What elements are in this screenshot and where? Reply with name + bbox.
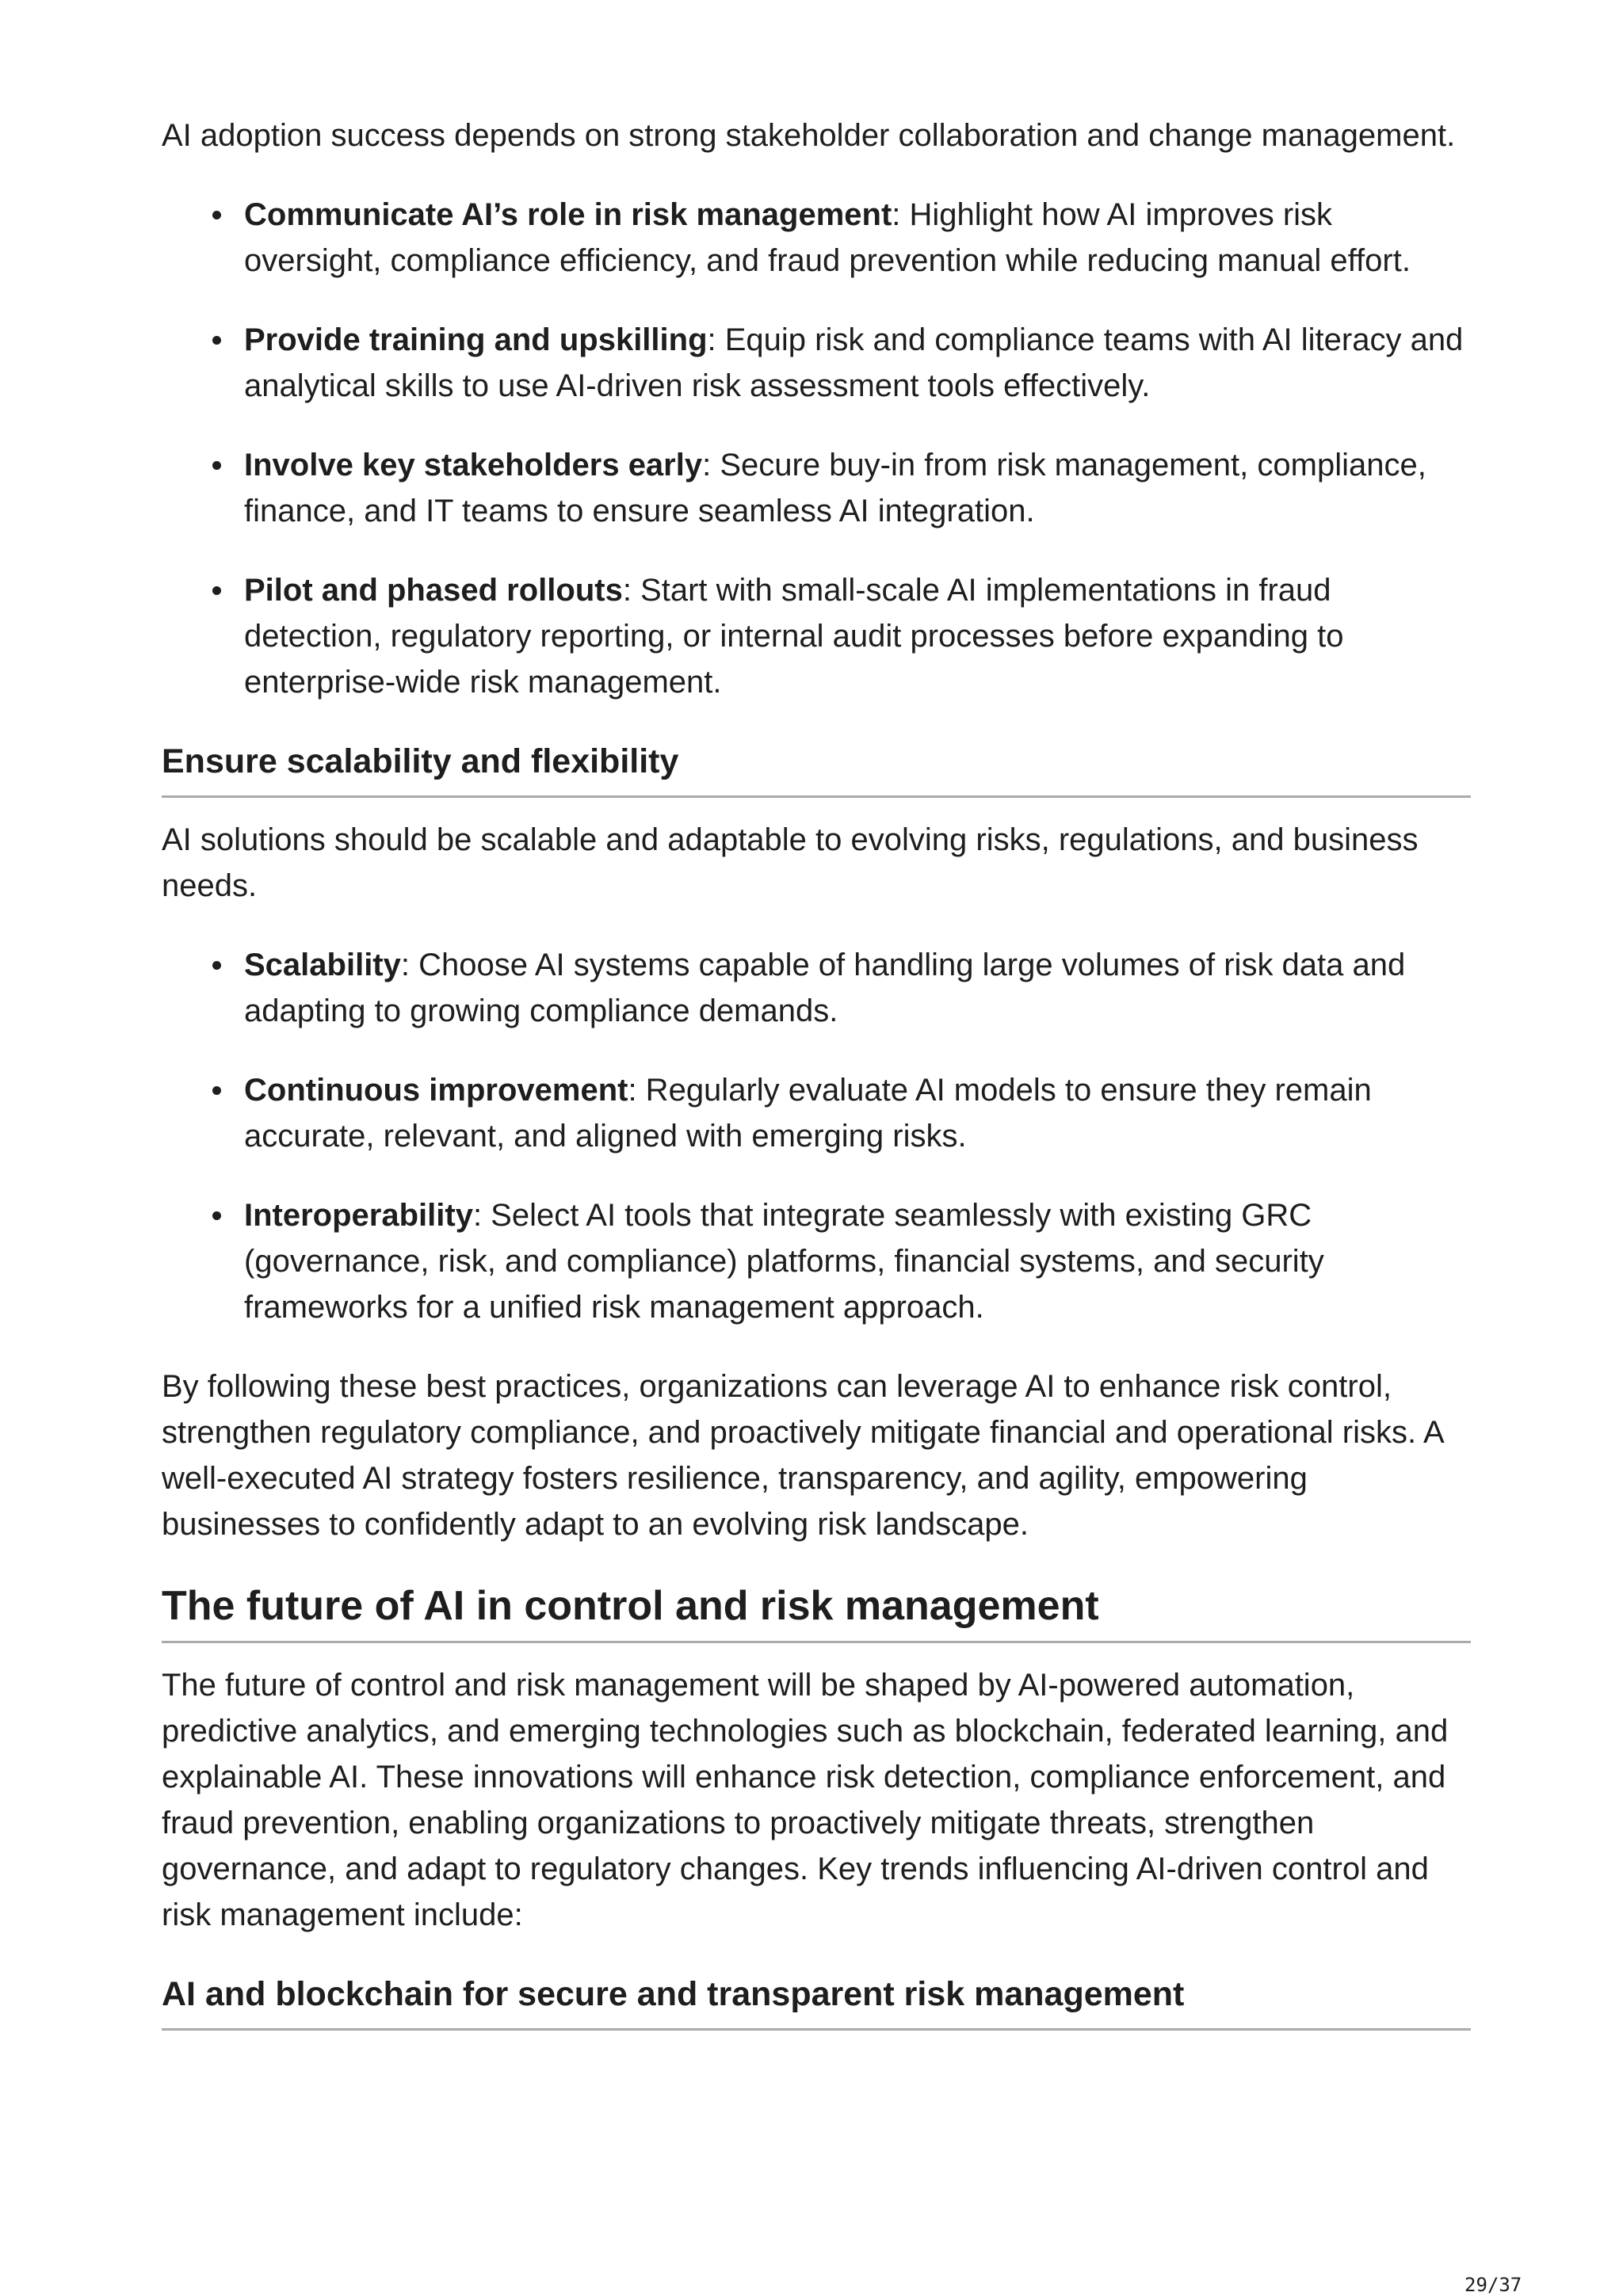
list-item-text: : Secure buy-in from risk management, compliance, finance, and IT teams to ensure seamless AI integration.	[244, 448, 1426, 528]
list-item-term: Pilot and phased rollouts	[244, 573, 623, 608]
list-item	[244, 942, 1471, 1034]
list-item	[244, 317, 1471, 409]
list-item-term: Continuous improvement	[244, 1073, 628, 1108]
list-item	[244, 1067, 1471, 1159]
list-item-term: Interoperability	[244, 1198, 473, 1233]
intro-paragraph: AI adoption success depends on strong stakeholder collaboration and change management.	[162, 118, 1456, 153]
list-item-term: Involve key stakeholders early	[244, 448, 703, 482]
document-page	[162, 113, 1471, 2050]
scalability-list	[162, 942, 1471, 1330]
section-heading-future: The future of AI in control and risk management	[162, 1581, 1471, 1643]
conclusion-paragraph: By following these best practices, organizations can leverage AI to enhance risk control, strengthen regulatory compliance, and proactively mitigate financial and operational risks. A well-executed AI strategy fosters resilience, transparency, and agility, empowering businesses to confidently adapt to an evolving risk landscape.	[162, 1369, 1443, 1542]
list-item-term: Communicate AI’s role in risk management	[244, 197, 892, 232]
list-item-text: : Regularly evaluate AI models to ensure they remain accurate, relevant, and aligned with emerging risks.	[244, 1073, 1372, 1154]
list-item-text: : Equip risk and compliance teams with AI literacy and analytical skills to use AI-driven risk assessment tools effectively.	[244, 322, 1464, 403]
list-item-text: : Select AI tools that integrate seamlessly with existing GRC (governance, risk, and compliance) platforms, financial systems, and security frameworks for a unified risk management approach.	[244, 1198, 1324, 1325]
list-item-text: : Highlight how AI improves risk oversight, compliance efficiency, and fraud prevention while reducing manual effort.	[244, 197, 1411, 278]
subsection-heading-blockchain: AI and blockchain for secure and transparent risk management	[162, 1971, 1471, 2031]
page-number: 29/37	[1465, 2274, 1522, 2296]
list-item-text: : Choose AI systems capable of handling large volumes of risk data and adapting to growing compliance demands.	[244, 948, 1406, 1028]
list-item	[244, 1192, 1471, 1330]
scalability-intro-paragraph: AI solutions should be scalable and adaptable to evolving risks, regulations, and business needs.	[162, 822, 1419, 903]
adoption-list	[162, 192, 1471, 705]
section-heading-scalability: Ensure scalability and flexibility	[162, 738, 1471, 798]
list-item	[244, 442, 1471, 534]
list-item	[244, 567, 1471, 705]
future-paragraph: The future of control and risk management will be shaped by AI-powered automation, predictive analytics, and emerging technologies such as blockchain, federated learning, and explainable AI. These innovations will enhance risk detection, compliance enforcement, and fraud prevention, enabling organizations to proactively mitigate threats, strengthen governance, and adapt to regulatory changes. Key trends influencing AI-driven control and risk management include:	[162, 1668, 1449, 1932]
list-item-text: : Start with small-scale AI implementations in fraud detection, regulatory reporting, or internal audit processes before expanding to enterprise-wide risk management.	[244, 573, 1344, 700]
list-item	[244, 192, 1471, 284]
list-item-term: Scalability	[244, 948, 401, 982]
list-item-term: Provide training and upskilling	[244, 322, 708, 357]
